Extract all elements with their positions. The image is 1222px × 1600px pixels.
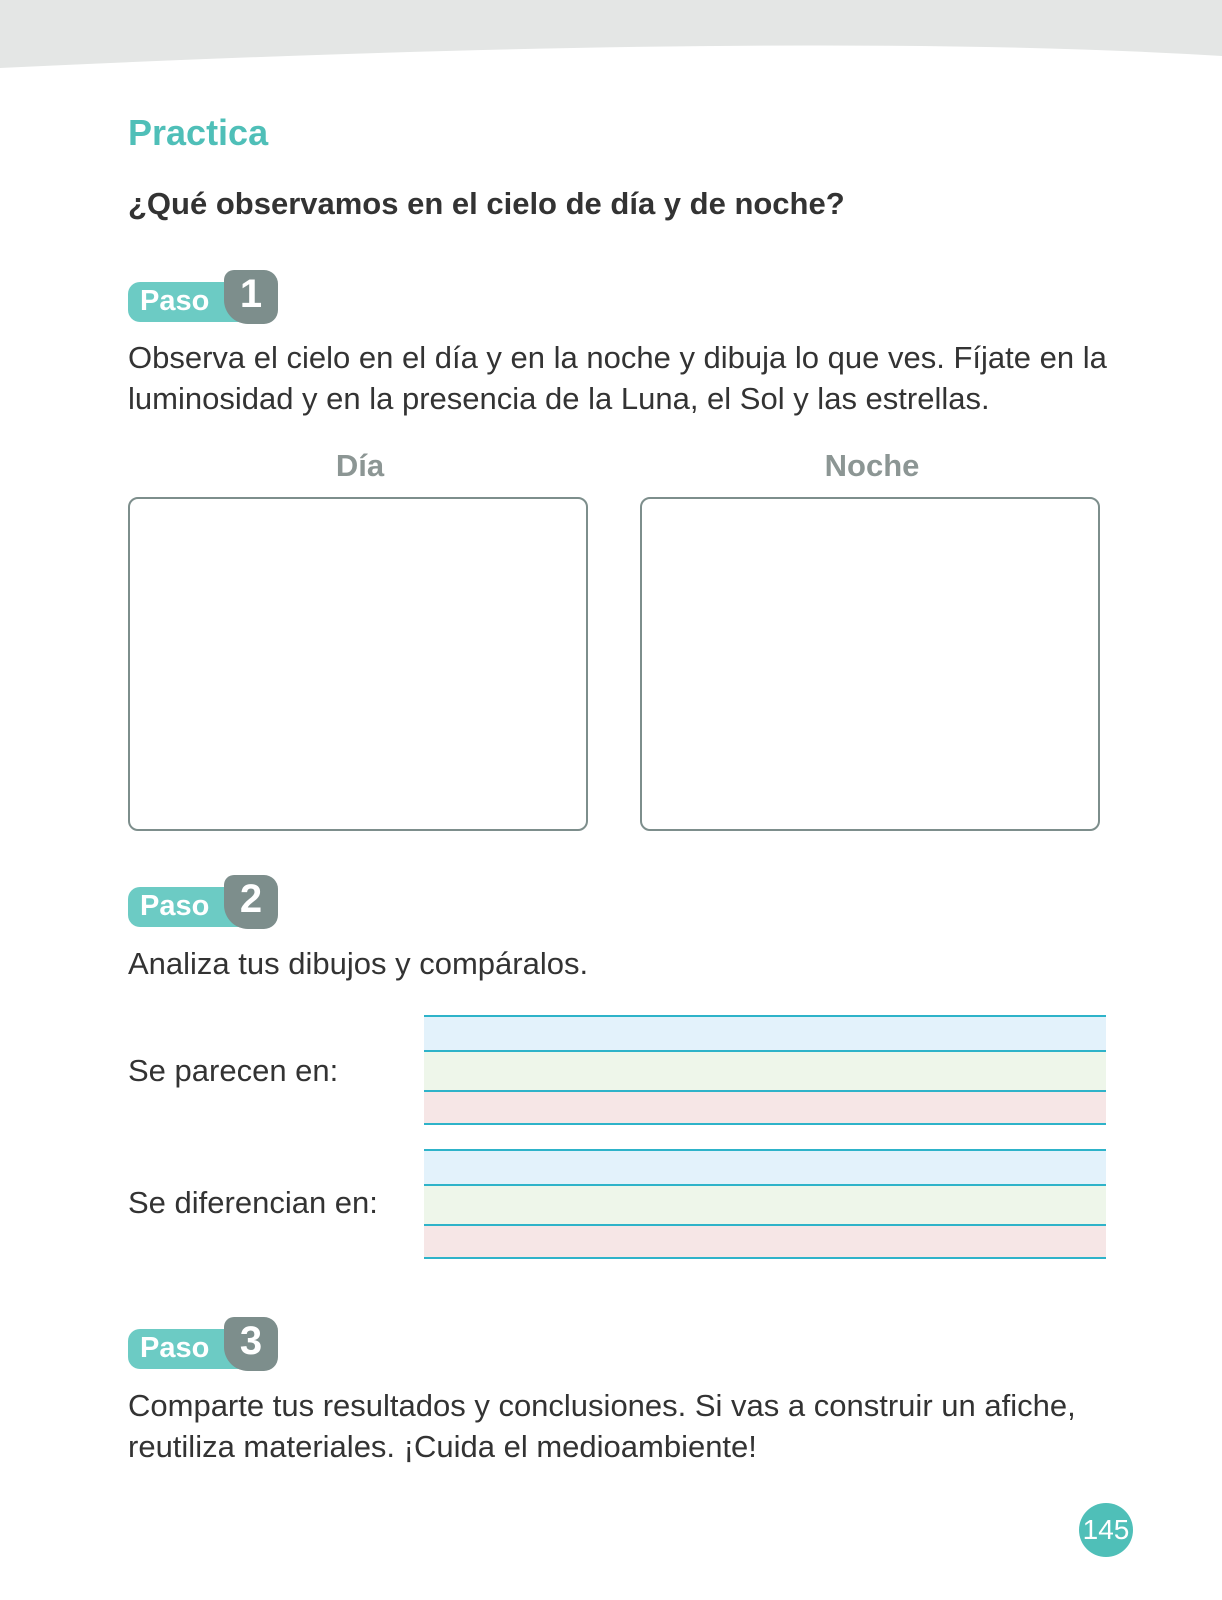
step-number: 3 [239,1319,263,1363]
similarities-writing-lines[interactable] [424,1015,1106,1125]
differences-label: Se diferencian en: [128,1185,378,1220]
similarities-label: Se parecen en: [128,1053,339,1088]
page-number: 145 [1079,1503,1133,1557]
step-number: 2 [239,877,263,921]
step-label: Paso [140,1332,210,1364]
night-label: Noche [824,448,920,483]
differences-writing-lines[interactable] [424,1149,1106,1259]
writing-line-middle [424,1050,1106,1090]
step-2-badge [128,875,278,929]
step-label: Paso [140,285,210,317]
activity-question: ¿Qué observamos en el cielo de día y de noche? [128,186,845,221]
night-drawing-box[interactable] [640,497,1100,831]
step-3-badge [128,1317,278,1371]
step-2-instructions: Analiza tus dibujos y compáralos. [128,946,589,981]
writing-line-bottom [424,1090,1106,1125]
writing-line-bottom [424,1224,1106,1259]
day-drawing-box[interactable] [128,497,588,831]
step-3-instructions: Comparte tus resultados y conclusiones. Si vas a construir un afiche, reutiliza materiales. ¡Cuida el medioambiente! [128,1388,1076,1464]
day-label: Día [335,448,385,483]
step-1-instructions: Observa el cielo en el día y en la noche y dibuja lo que ves. Fíjate en la luminosidad y en la presencia de la Luna, el Sol y las estrellas. [128,340,1107,416]
top-header-band [0,0,1222,90]
step-number: 1 [239,272,263,316]
step-label: Paso [140,890,210,922]
writing-line-middle [424,1184,1106,1224]
step-1-badge [128,270,278,324]
section-title: Practica [128,112,269,153]
writing-line-top [424,1149,1106,1184]
writing-line-top [424,1015,1106,1050]
